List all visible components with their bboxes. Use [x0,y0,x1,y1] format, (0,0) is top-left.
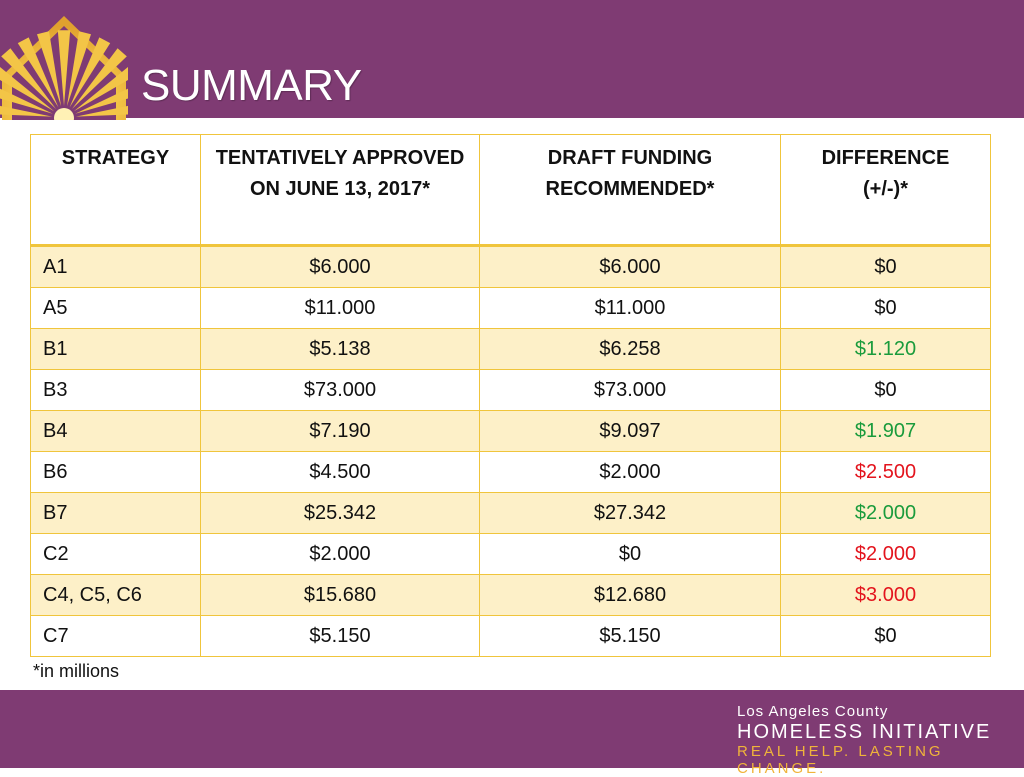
table-row [31,329,991,370]
cell-approved: $7.190 [201,411,480,452]
brand-county: Los Angeles County [737,703,889,720]
cell-draft: $6.258 [480,329,781,370]
cell-strategy: B6 [31,452,201,493]
table-row [31,616,991,657]
cell-difference: $0 [781,288,991,329]
cell-draft: $9.097 [480,411,781,452]
sunburst-house-icon [0,14,128,120]
cell-difference: $2.000 [781,534,991,575]
footnote: *in millions [33,661,120,681]
table-row [31,288,991,329]
page-title: SUMMARY [141,61,362,110]
cell-strategy: C4, C5, C6 [31,575,201,616]
brand-logo [737,703,1024,777]
cell-difference: $0 [781,246,991,288]
cell-strategy: A5 [31,288,201,329]
column-header-approved [201,135,480,246]
table-row [31,370,991,411]
cell-strategy: B4 [31,411,201,452]
column-header-approved-text: TENTATIVELY APPROVED ON JUNE 13, 2017* [215,147,465,200]
column-header-draft-text: DRAFT FUNDING RECOMMENDED* [545,147,715,200]
cell-strategy: B1 [31,329,201,370]
cell-difference: $2.500 [781,452,991,493]
brand-tagline: REAL HELP. LASTING CHANGE. [737,743,944,777]
cell-draft: $2.000 [480,452,781,493]
summary-table [30,134,992,657]
cell-approved: $4.500 [201,452,480,493]
cell-draft: $12.680 [480,575,781,616]
table-row [31,246,991,288]
cell-approved: $5.150 [201,616,480,657]
cell-approved: $25.342 [201,493,480,534]
cell-difference: $0 [781,616,991,657]
cell-draft: $6.000 [480,246,781,288]
cell-difference: $2.000 [781,493,991,534]
cell-draft: $0 [480,534,781,575]
cell-strategy: C2 [31,534,201,575]
column-header-difference [781,135,991,246]
cell-draft: $5.150 [480,616,781,657]
cell-draft: $11.000 [480,288,781,329]
cell-draft: $27.342 [480,493,781,534]
table-row [31,534,991,575]
cell-difference: $1.907 [781,411,991,452]
table-row [31,411,991,452]
cell-draft: $73.000 [480,370,781,411]
cell-approved: $6.000 [201,246,480,288]
table-row [31,452,991,493]
table-row [31,575,991,616]
cell-approved: $11.000 [201,288,480,329]
column-header-difference-text: DIFFERENCE (+/-)* [821,147,950,200]
table-row [31,493,991,534]
cell-difference: $1.120 [781,329,991,370]
column-header-strategy: STRATEGY [31,135,201,246]
cell-difference: $3.000 [781,575,991,616]
cell-strategy: B3 [31,370,201,411]
cell-difference: $0 [781,370,991,411]
cell-strategy: A1 [31,246,201,288]
table-header-row [31,135,991,246]
cell-strategy: C7 [31,616,201,657]
column-header-draft [480,135,781,246]
cell-approved: $15.680 [201,575,480,616]
cell-strategy: B7 [31,493,201,534]
cell-approved: $5.138 [201,329,480,370]
cell-approved: $2.000 [201,534,480,575]
brand-initiative: HOMELESS INITIATIVE [737,721,992,743]
cell-approved: $73.000 [201,370,480,411]
